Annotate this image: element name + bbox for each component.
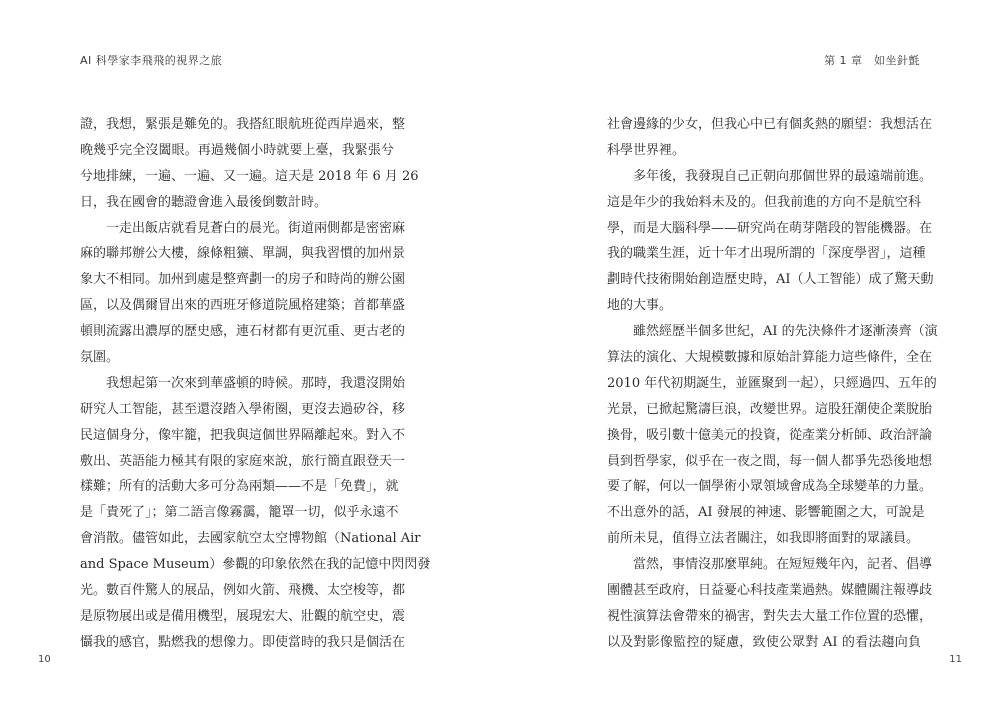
text-line: 前所未見，值得立法者關注，如我即將面對的眾議員。: [607, 531, 920, 547]
text-line: 光景，已掀起驚濤巨浪，改變世界。這股狂潮使企業脫胎: [607, 401, 933, 417]
right-body-text: [607, 112, 938, 656]
text-line: 這是年少的我始料未及的。但我前進的方向不是航空科: [607, 194, 921, 210]
text-line: 晚幾乎完全沒闔眼。再過幾個小時就要上臺，我緊張兮: [80, 142, 394, 158]
page-number-right: 11: [949, 654, 962, 665]
text-line: 團體甚至政府，日益憂心科技產業過熱。媒體關注報導歧: [607, 583, 933, 599]
text-line: 我想起第一次來到華盛頓的時候。那時，我還沒開始: [106, 375, 406, 391]
text-line: 區，以及偶爾冒出來的西班牙修道院風格建築；首都華盛: [80, 298, 406, 314]
text-line: 研究人工智能，甚至還沒踏入學術圈，更沒去過矽谷，移: [80, 401, 406, 417]
text-line: 視性演算法會帶來的禍害，對失去大量工作位置的恐懼，: [607, 608, 933, 624]
left-body-text: [80, 112, 431, 656]
text-line: 光。數百件驚人的展品，例如火箭、飛機、太空梭等，都: [80, 583, 406, 599]
text-line: 敷出、英語能力極其有限的家庭來說，旅行簡直跟登天一: [80, 453, 406, 469]
text-line: 民這個身分，像牢籠，把我與這個世界隔離起來。對入不: [80, 427, 406, 443]
text-line: 地的大事。: [607, 298, 673, 314]
text-line: 算法的演化、大規模數據和原始計算能力這些條件，全在: [607, 350, 933, 366]
running-head-book-title: AI 科學家李飛飛的視界之旅: [80, 54, 223, 67]
text-line: 象大不相同。加州到處是整齊劃一的房子和時尚的辦公園: [80, 272, 406, 288]
text-line: 要了解，何以一個學術小眾領域會成為全球變革的力量。: [607, 479, 933, 495]
text-line: 兮地排練，一遍、一遍、又一遍。這天是 2018 年 6 月 26: [80, 168, 419, 184]
text-line: 當然，事情沒那麼單純。在短短幾年內，記者、倡導: [633, 557, 933, 573]
text-line: 一走出飯店就看見蒼白的晨光。街道兩側都是密密麻: [106, 220, 406, 236]
text-line: 不出意外的話，AI 發展的神速、影響範圍之大，可說是: [607, 505, 925, 521]
text-line: 員到哲學家，似乎在一夜之間，每一個人都爭先恐後地想: [607, 453, 933, 469]
text-line: 日，我在國會的聽證會進入最後倒數計時。: [80, 194, 328, 210]
text-line: 是原物展出或是備用機型，展現宏大、壯觀的航空史，震: [80, 608, 406, 624]
text-line: and Space Museum）參觀的印象依然在我的記憶中閃閃發: [80, 557, 431, 573]
text-line: 科學世界裡。: [607, 142, 686, 158]
right-page: [500, 0, 1000, 701]
text-line: 會消散。儘管如此，去國家航空太空博物館（National Air: [80, 531, 421, 547]
text-line: 證，我想，緊張是難免的。我搭紅眼航班從西岸過來，整: [80, 117, 406, 132]
text-line: 多年後，我發現自己正朝向那個世界的最遠端前進。: [633, 168, 933, 184]
text-line: 以及對影像監控的疑慮，致使公眾對 AI 的看法趨向負: [607, 634, 921, 650]
text-line: 頓則流露出濃厚的歷史感，連石材都有更沉重、更古老的: [80, 324, 406, 340]
text-line: 雖然經歷半個多世紀，AI 的先決條件才逐漸湊齊（演: [633, 324, 938, 340]
running-head-chapter-title: 第 1 章 如坐針氈: [824, 54, 920, 67]
text-line: 換骨，吸引數十億美元的投資，從產業分析師、政治評論: [607, 427, 933, 443]
page-number-left: 10: [38, 654, 51, 665]
text-line: 社會邊緣的少女，但我心中已有個炙熱的願望：我想活在: [607, 117, 933, 132]
text-line: 氛圍。: [80, 350, 120, 366]
text-line: 2010 年代初期誕生，並匯聚到一起），只經過四、五年的: [607, 375, 937, 391]
text-line: 劃時代技術開始創造歷史時，AI（人工智能）成了驚天動: [607, 272, 934, 288]
text-line: 是「貴死了」；第二語言像霧靄，籠罩一切，似乎永遠不: [80, 505, 399, 521]
text-line: 我的職業生涯，近十年才出現所謂的「深度學習」，這種: [607, 246, 926, 262]
text-line: 樣難；所有的活動大多可分為兩類——不是「免費」，就: [80, 479, 399, 495]
text-line: 麻的聯邦辦公大樓，線條粗獷、單調，與我習慣的加州景: [80, 246, 406, 262]
text-line: 學，而是大腦科學——研究尚在萌芽階段的智能機器。在: [607, 220, 933, 236]
text-line: 懾我的感官，點燃我的想像力。即使當時的我只是個活在: [80, 634, 406, 650]
